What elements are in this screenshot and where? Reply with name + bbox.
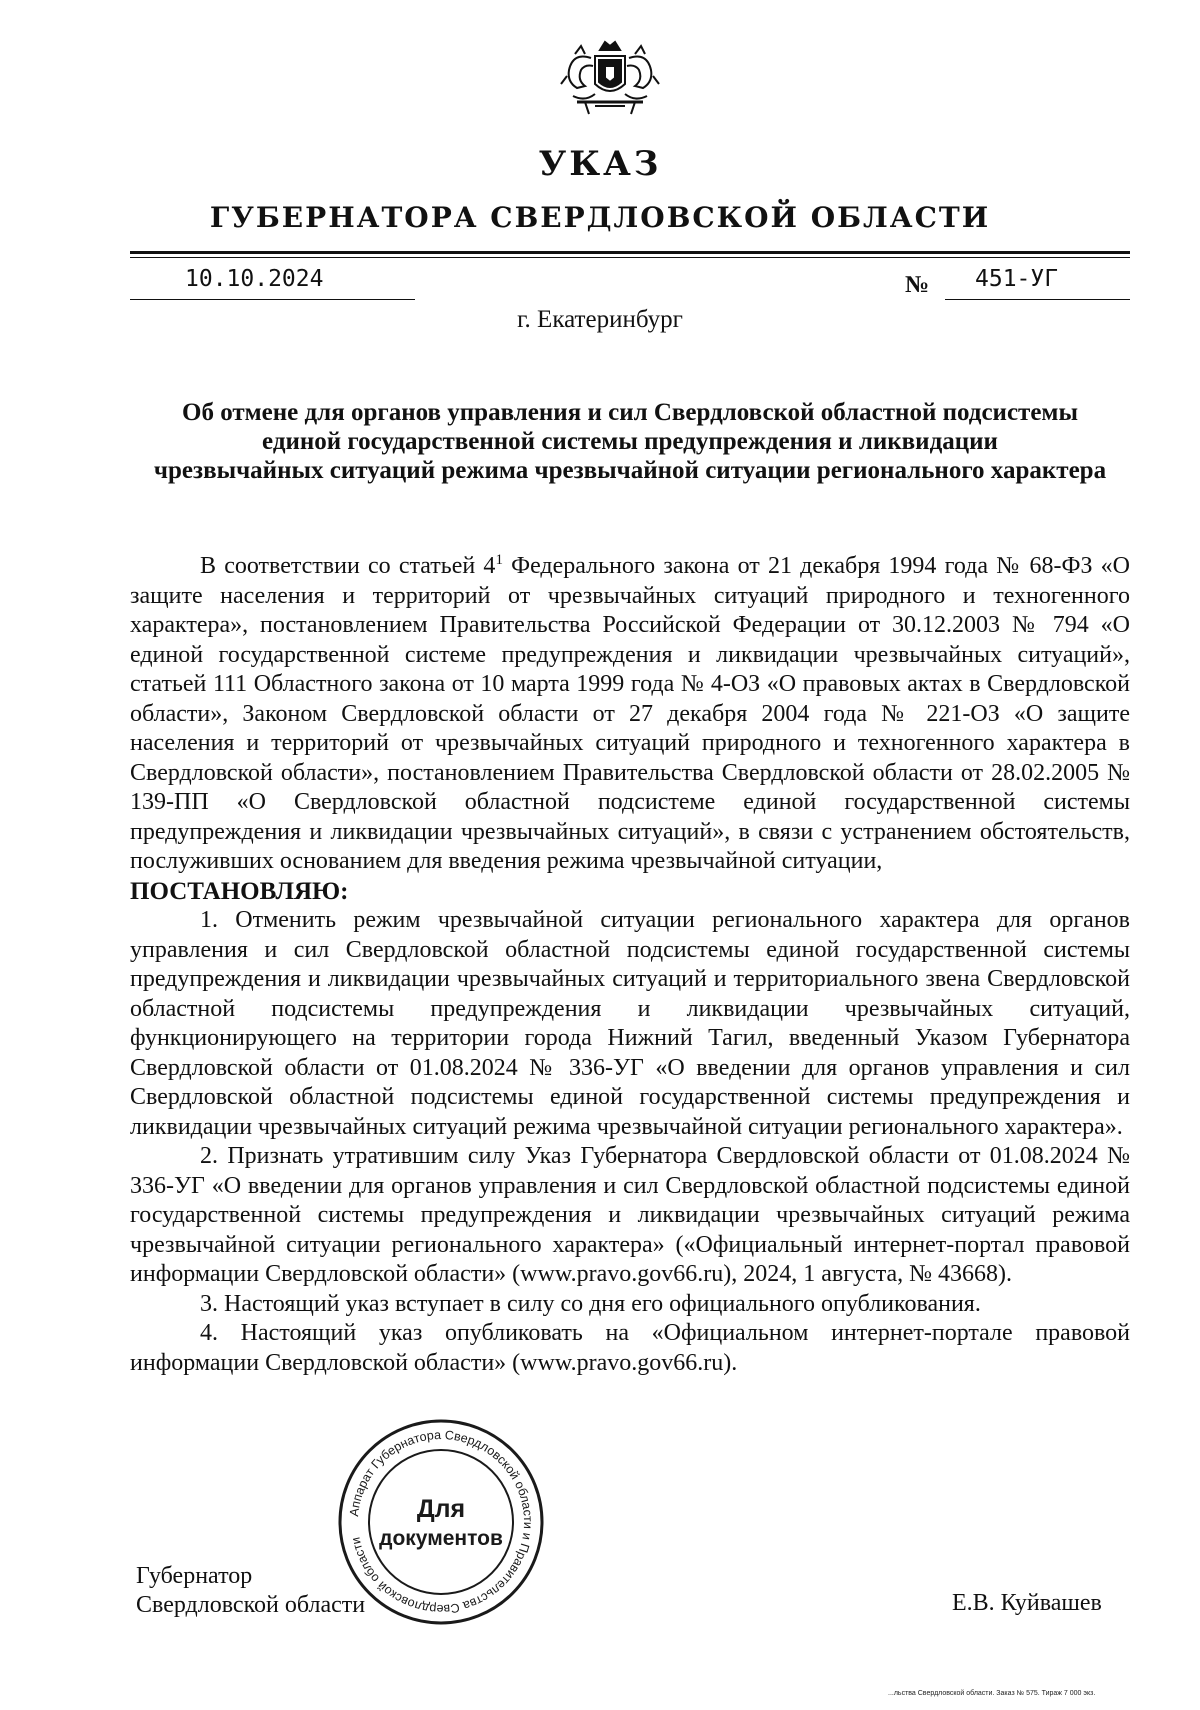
clause-paragraph: 2. Признать утратившим силу Указ Губернатора Свердловской области от 01.08.2024 № 336-УГ «О введении для органов управления и сил Свердловской областной подсистемы единой государственной системы предупреждения и ликвидации чрезвычайных ситуаций режима чрезвычайной ситуации регионального характера» («Официальный интернет-портал правовой информации Свердловской области» (www.pravo.gov66.ru), 2024, 1 августа, № 43668).: [130, 1143, 1130, 1287]
article-superscript: 1: [495, 552, 503, 568]
heading-line: Об отмене для органов управления и сил Свердловской областной подсистемы: [182, 399, 1078, 426]
date-underline: [130, 299, 415, 300]
stamp-ring-text: Аппарат Губернатора Свердловской области и Правительства Свердловской области: [347, 1427, 536, 1617]
preamble-paragraph: [130, 546, 1130, 877]
document-heading: [130, 398, 1130, 485]
print-info: ...льства Свердловской области. Заказ № 575. Тираж 7 000 экз.: [888, 1690, 1096, 1697]
document-date: 10.10.2024: [185, 266, 324, 292]
document-number: 451-УГ: [975, 266, 1059, 292]
preamble-start: В соответствии со статьей 4: [200, 553, 496, 579]
number-sign: №: [905, 272, 930, 298]
document-subtitle: ГУБЕРНАТОРА СВЕРДЛОВСКОЙ ОБЛАСТИ: [209, 201, 991, 234]
signatory-name: Е.В. Куйвашев: [952, 1590, 1102, 1616]
clause-paragraph: 4. Настоящий указ опубликовать на «Официальном интернет-портале правовой информации Свердловской области» (www.pravo.gov66.ru).: [130, 1320, 1130, 1376]
coat-of-arms-icon: [555, 36, 665, 126]
number-underline: [945, 299, 1130, 300]
stamp-center-line: документов: [379, 1527, 503, 1550]
heading-line: чрезвычайных ситуаций режима чрезвычайной ситуации регионального характера: [153, 457, 1107, 484]
document-title: УКАЗ: [538, 144, 662, 184]
official-stamp: [336, 1417, 546, 1627]
stamp-center-line: Для: [416, 1495, 466, 1523]
heading-line: единой государственной системы предупреждения и ликвидации: [262, 428, 998, 455]
position-line: Свердловской области: [136, 1592, 366, 1618]
signatory-position: [136, 1562, 365, 1620]
preamble-rest: Федерального закона от 21 декабря 1994 года № 68-ФЗ «О защите населения и территорий от чрезвычайных ситуаций природного и техногенного характера», постановлением Правительства Российской Федерации от 30.12.2003 № 794 «О единой государственной системе предупреждения и ликвидации чрезвычайных ситуаций», статьей 111 Областного закона от 10 марта 1999 года № 4-ОЗ «О правовых актах в Свердловской области», Законом Свердловской области от 27 декабря 2004 года № 221-ОЗ «О защите населения и территорий от чрезвычайных ситуаций природного и техногенного характера в Свердловской области», постановлением Правительства Свердловской области от 28.02.2005 № 139-ПП «О Свердловской областной подсистеме единой государственной системы предупреждения и ликвидации чрезвычайных ситуаций», в связи с устранением обстоятельств, послуживших основанием для введения режима чрезвычайной ситуации,: [130, 553, 1130, 874]
document-body: [130, 546, 1130, 1378]
resolve-heading: ПОСТАНОВЛЯЮ:: [130, 877, 349, 905]
position-line: Губернатор: [136, 1563, 253, 1589]
document-city: г. Екатеринбург: [517, 306, 683, 333]
clause-paragraph: 3. Настоящий указ вступает в силу со дня его официального опубликования.: [200, 1290, 981, 1317]
header-divider: [130, 251, 1130, 254]
header-divider-thin: [130, 257, 1130, 258]
clause-paragraph: 1. Отменить режим чрезвычайной ситуации регионального характера для органов управления и сил Свердловской областной подсистемы единой государственной системы предупреждения и ликвидации чрезвычайных ситуаций и территориального звена Свердловской областной подсистемы предупреждения и ликвидации чрезвычайных ситуаций, функционирующего на территории города Нижний Тагил, введенный Указом Губернатора Свердловской области от 01.08.2024 № 336-УГ «О введении для органов управления и сил Свердловской областной подсистемы единой государственной системы предупреждения и ликвидации чрезвычайных ситуаций режима чрезвычайной ситуации регионального характера».: [130, 907, 1130, 1140]
